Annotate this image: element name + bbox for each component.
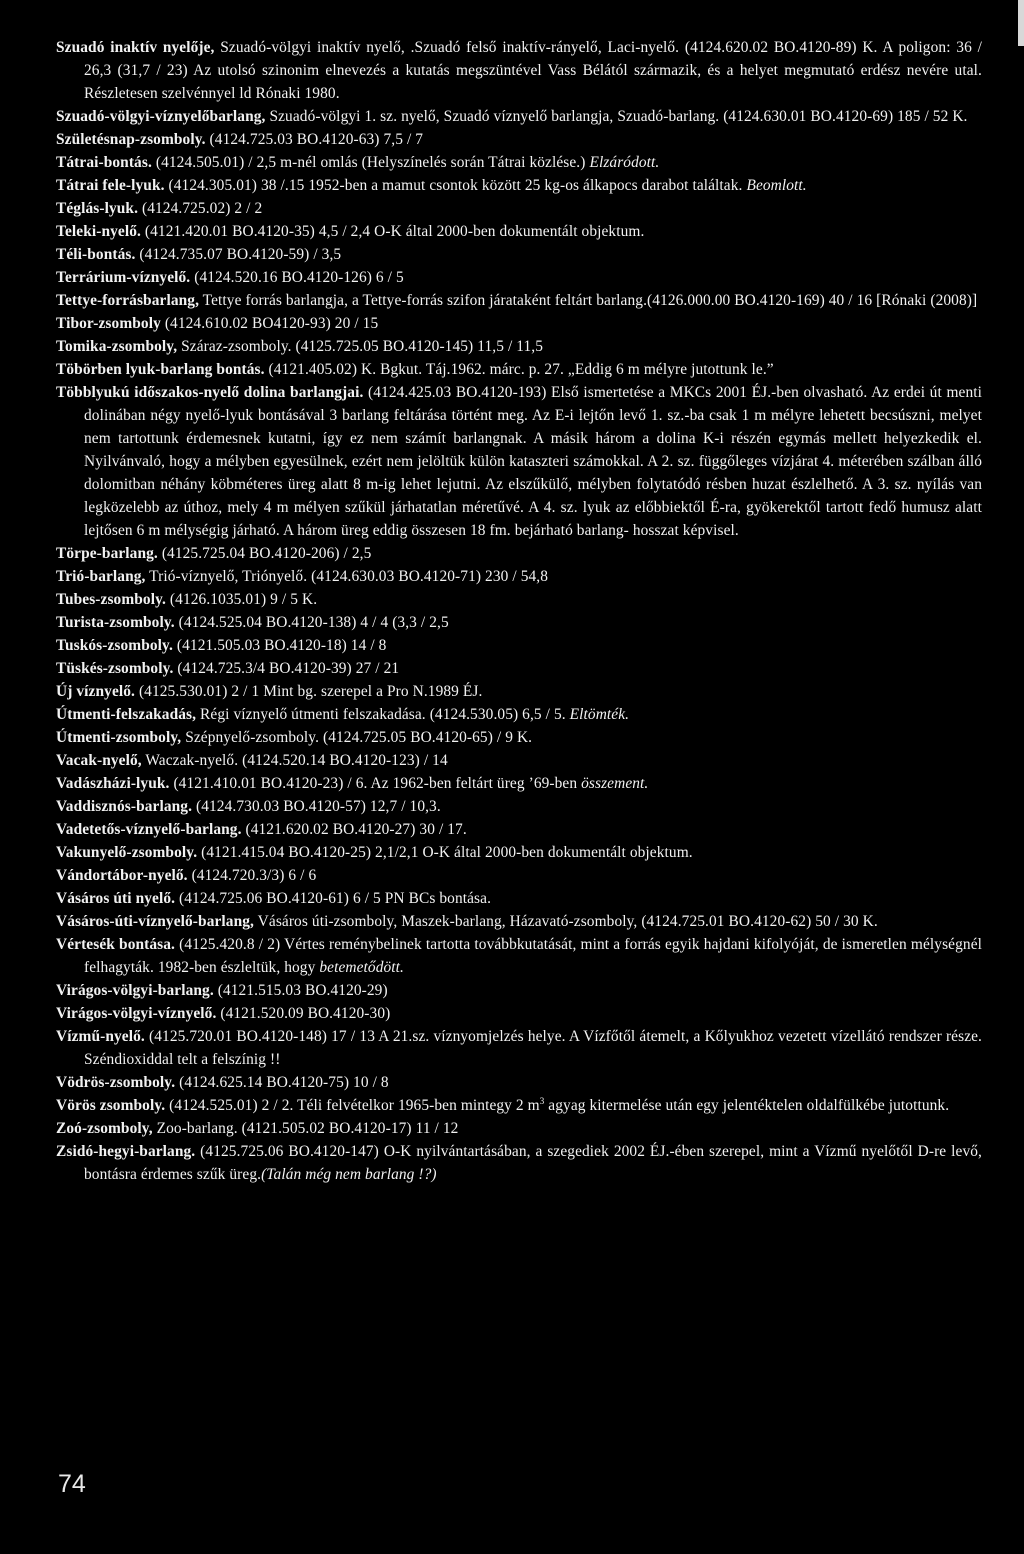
entry-text: (4124.520.16 BO.4120-126) 6 / 5: [190, 269, 404, 286]
entry: [0, 312, 982, 335]
entry: [0, 1094, 982, 1117]
entry-text: Tettye forrás barlangja, a Tettye-forrás szifon járataként feltárt barlang.(4126.000.00 BO.4120-169) 40 / 16 [Rónaki (2008)]: [199, 292, 978, 309]
entry-text: (4121.515.03 BO.4120-29): [213, 982, 388, 999]
entry-head: Tátrai-bontás.: [56, 154, 152, 171]
entry-head: Téli-bontás.: [56, 246, 136, 263]
entry-head: Vértesék bontása.: [56, 936, 176, 953]
entry-text: (4124.725.3/4 BO.4120-39) 27 / 21: [173, 660, 400, 677]
entry-italic-note: összement.: [581, 775, 649, 792]
entry-italic-note: Beomlott.: [746, 177, 807, 194]
entry-head: Vörös zsomboly.: [56, 1097, 166, 1114]
entry-text: (4124.610.02 BO4120-93) 20 / 15: [160, 315, 379, 332]
entry-head: Többlyukú időszakos-nyelő dolina barlangjai.: [56, 384, 364, 401]
entry-text: (4121.520.09 BO.4120-30): [216, 1005, 391, 1022]
entry: [0, 358, 982, 381]
entry-head: Zsidó-hegyi-barlang.: [56, 1143, 196, 1160]
entry-text: (4125.530.01) 2 / 1 Mint bg. szerepel a Pro N.1989 ÉJ.: [135, 683, 483, 700]
entry-text: (4124.305.01) 38 /.15 1952-ben a mamut csontok között 25 kg-os álkapocs darabot találtak.: [164, 177, 747, 194]
entry-text: (4121.410.01 BO.4120-23) / 6. Az 1962-ben feltárt üreg ’69-ben: [169, 775, 582, 792]
entry-text: (4124.735.07 BO.4120-59) / 3,5: [135, 246, 342, 263]
entry-head: Vadetetős-víznyelő-barlang.: [56, 821, 242, 838]
entry: [0, 1117, 982, 1140]
entry-text: (4125.720.01 BO.4120-148) 17 / 13 A 21.sz. víznyomjelzés helye. A Vízfőtől átemelt, a Kőlyukhoz vezetett vízellátó rendszer része. Széndioxiddal telt a felszínig !!: [84, 1028, 982, 1068]
entry-text: (4125.725.06 BO.4120-147) O-K nyilvántartásában, a szegediek 2002 ÉJ.-ében szerepel, mint a Vízmű nyelőtől D-re levő, bontásra érdemes szűk üreg.: [84, 1143, 982, 1183]
entry-head: Útmenti-zsomboly,: [56, 729, 182, 746]
entry-head: Vízmű-nyelő.: [56, 1028, 145, 1045]
entry-head: Terrárium-víznyelő.: [56, 269, 191, 286]
entry-text: (4124.525.04 BO.4120-138) 4 / 4 (3,3 / 2,5: [174, 614, 449, 631]
entry: [0, 381, 982, 542]
entry: [0, 105, 982, 128]
entry-text: Régi víznyelő útmenti felszakadása. (4124.530.05) 6,5 / 5.: [196, 706, 570, 723]
entry-head: Virágos-völgyi-víznyelő.: [56, 1005, 217, 1022]
entry-head: Szuadó inaktív nyelője,: [56, 39, 215, 56]
entry-text: (4124.505.01) / 2,5 m-nél omlás (Helyszínelés során Tátrai közlése.): [151, 154, 590, 171]
entry-head: Vásáros-úti-víznyelő-barlang,: [56, 913, 254, 930]
entry-head: Turista-zsomboly.: [56, 614, 175, 631]
entry: [0, 1002, 982, 1025]
entry-head: Töbörben lyuk-barlang bontás.: [56, 361, 265, 378]
entry-head: Tomika-zsomboly,: [56, 338, 178, 355]
entry-head: Útmenti-felszakadás,: [56, 706, 197, 723]
entry-head: Vándortábor-nyelő.: [56, 867, 188, 884]
entry-head: Zoó-zsomboly,: [56, 1120, 153, 1137]
entry-italic-note: Elzáródott.: [589, 154, 660, 171]
entry-text: (4124.720.3/3) 6 / 6: [187, 867, 317, 884]
entry-text: (4124.725.06 BO.4120-61) 6 / 5 PN BCs bontása.: [175, 890, 492, 907]
entry-italic-note: (Talán még nem barlang !?): [261, 1166, 437, 1183]
entry-head: Törpe-barlang.: [56, 545, 158, 562]
entry-head: Vaddisznós-barlang.: [56, 798, 193, 815]
entry: [0, 197, 982, 220]
entry-head: Tüskés-zsomboly.: [56, 660, 174, 677]
entry: [0, 841, 982, 864]
entry: [0, 772, 982, 795]
entry-head: Vödrös-zsomboly.: [56, 1074, 176, 1091]
entry-text: (4124.425.03 BO.4120-193) Első ismertetése a MKCs 2001 ÉJ.-ben olvasható. Az erdei út menti dolinában négy nyelő-lyuk bontásával 3 barlang feltárása történt meg. Az E-i lejtőn levő 1. sz.-ba csak 1 m mélyre lehetett becsúszni, melyet nem tartottunk érdemesnek kutatni, így ez nem számít barlangnak. A másik három a dolina K-i részén egymás mellett helyezkedik el. Nyilvánvaló, hogy a mélyben egyesülnek, ezért nem jelöltük külön kataszteri számokkal. A 2. sz. függőleges vízjárat 4. méterében szálban álló dolomitban néhány köbméteres üreg alatt 8 m-ig lehet lejutni. Az elszűkülő, mélyben folytatódó résben huzat észlelhető. A 3. sz. nyílás van legközelebb az úthoz, mely 4 m mélyen szűkül járhatatlan méretűvé. A 4. sz. lyuk az előbbiektől É-ra, gyökerektől tartott fedő humusz alatt lejtősen 6 m mélységig járható. A három üreg eddig összesen 18 fm. bejárható barlang- hosszat képvisel.: [84, 384, 982, 539]
entry-text: (4126.1035.01) 9 / 5 K.: [165, 591, 318, 608]
entry: [0, 795, 982, 818]
entry-text: (4124.525.01) 2 / 2. Téli felvételkor 1965-ben mintegy 2 m: [165, 1097, 540, 1114]
entry: [0, 726, 982, 749]
entry-text: Zoo-barlang. (4121.505.02 BO.4120-17) 11 / 12: [152, 1120, 459, 1137]
entry-text: Vásáros úti-zsomboly, Maszek-barlang, Házavató-zsomboly, (4124.725.01 BO.4120-62) 50 / 30 K.: [254, 913, 878, 930]
entry-head: Születésnap-zsomboly.: [56, 131, 206, 148]
entry: [0, 542, 982, 565]
entry: [0, 335, 982, 358]
entry-text: (4124.625.14 BO.4120-75) 10 / 8: [175, 1074, 389, 1091]
entry-text: (4121.420.01 BO.4120-35) 4,5 / 2,4 O-K által 2000-ben dokumentált objektum.: [140, 223, 645, 240]
entry: [0, 220, 982, 243]
entry-text: (4121.505.03 BO.4120-18) 14 / 8: [172, 637, 387, 654]
entry: [0, 887, 982, 910]
entry: [0, 588, 982, 611]
entry: [0, 266, 982, 289]
entry-text: (4124.730.03 BO.4120-57) 12,7 / 10,3.: [192, 798, 441, 815]
entry-text: Trió-víznyelő, Triónyelő. (4124.630.03 BO.4120-71) 230 / 54,8: [145, 568, 549, 585]
entry-text: Szépnyelő-zsomboly. (4124.725.05 BO.4120-65) / 9 K.: [181, 729, 533, 746]
entry: [0, 818, 982, 841]
entry-text: Waczak-nyelő. (4124.520.14 BO.4120-123) / 14: [141, 752, 448, 769]
entry-text-continued: agyag kitermelése után egy jelentéktelen oldalfülkébe jutottunk.: [544, 1097, 950, 1114]
entry: [0, 128, 982, 151]
entry-head: Trió-barlang,: [56, 568, 146, 585]
entry-superscript: 3: [539, 1095, 545, 1106]
entry: [0, 657, 982, 680]
entry-head: Vadászházi-lyuk.: [56, 775, 170, 792]
entry: [0, 1140, 982, 1186]
entry-text: (4124.725.03 BO.4120-63) 7,5 / 7: [205, 131, 424, 148]
entry-head: Vásáros úti nyelő.: [56, 890, 176, 907]
entry: [0, 703, 982, 726]
entry: [0, 634, 982, 657]
entry: [0, 611, 982, 634]
entry-head: Tuskós-zsomboly.: [56, 637, 173, 654]
entry: [0, 36, 982, 105]
entry-italic-note: betemetődött.: [319, 959, 405, 976]
entry-text: Szuadó-völgyi inaktív nyelő, .Szuadó felső inaktív-rányelő, Laci-nyelő. (4124.620.02 BO.4120-89) K. A poligon: 36 / 26,3 (31,7 / 23) Az utolsó szinonim elnevezés a kutatás megszüntével Vass Bélától származik, és a helyet megmutató erdész nevére utal. Részletesen szelvénnyel ld Rónaki 1980.: [84, 39, 982, 102]
entry-head: Tátrai fele-lyuk.: [56, 177, 165, 194]
entry: [0, 933, 982, 979]
entry: [0, 979, 982, 1002]
entry: [0, 151, 982, 174]
entry-head: Szuadó-völgyi-víznyelőbarlang,: [56, 108, 266, 125]
entry-text: (4125.420.8 / 2) Vértes reménybelinek tartotta továbbkutatását, mint a forrás egyik hajdani kifolyóját, de ismeretlen mélységnél felhagyták. 1982-ben észleltük, hogy: [84, 936, 983, 976]
entry-head: Téglás-lyuk.: [56, 200, 139, 217]
entry: [0, 565, 982, 588]
entry-head: Teleki-nyelő.: [56, 223, 141, 240]
entry: [0, 910, 982, 933]
entry: [0, 289, 982, 312]
entry: [0, 749, 982, 772]
entry-head: Virágos-völgyi-barlang.: [56, 982, 214, 999]
page-number: 74: [58, 1470, 86, 1498]
entry-head: Tettye-forrásbarlang,: [56, 292, 200, 309]
entry-head: Új víznyelő.: [56, 683, 135, 700]
entry-head: Tibor-zsomboly: [56, 315, 161, 332]
entry-text: Szuadó-völgyi 1. sz. nyelő, Szuadó víznyelő barlangja, Szuadó-barlang. (4124.630.01 BO.4120-69) 185 / 52 K.: [265, 108, 968, 125]
entry: [0, 1025, 982, 1071]
entry: [0, 174, 982, 197]
entry-head: Tubes-zsomboly.: [56, 591, 166, 608]
entry: [0, 1071, 982, 1094]
entry-head: Vacak-nyelő,: [56, 752, 142, 769]
entry: [0, 864, 982, 887]
entry: [0, 680, 982, 703]
entry: [0, 243, 982, 266]
entry-text: Száraz-zsomboly. (4125.725.05 BO.4120-145) 11,5 / 11,5: [177, 338, 544, 355]
entry-text: (4124.725.02) 2 / 2: [138, 200, 263, 217]
entry-text: (4121.405.02) K. Bgkut. Táj.1962. márc. p. 27. „Eddig 6 m mélyre jutottunk le.”: [264, 361, 774, 378]
entry-italic-note: Eltömték.: [569, 706, 630, 723]
entry-head: Vakunyelő-zsomboly.: [56, 844, 198, 861]
entry-text: (4125.725.04 BO.4120-206) / 2,5: [157, 545, 372, 562]
entry-text: (4121.415.04 BO.4120-25) 2,1/2,1 O-K által 2000-ben dokumentált objektum.: [197, 844, 693, 861]
entry-list: [0, 36, 1024, 1186]
entry-text: (4121.620.02 BO.4120-27) 30 / 17.: [241, 821, 467, 838]
